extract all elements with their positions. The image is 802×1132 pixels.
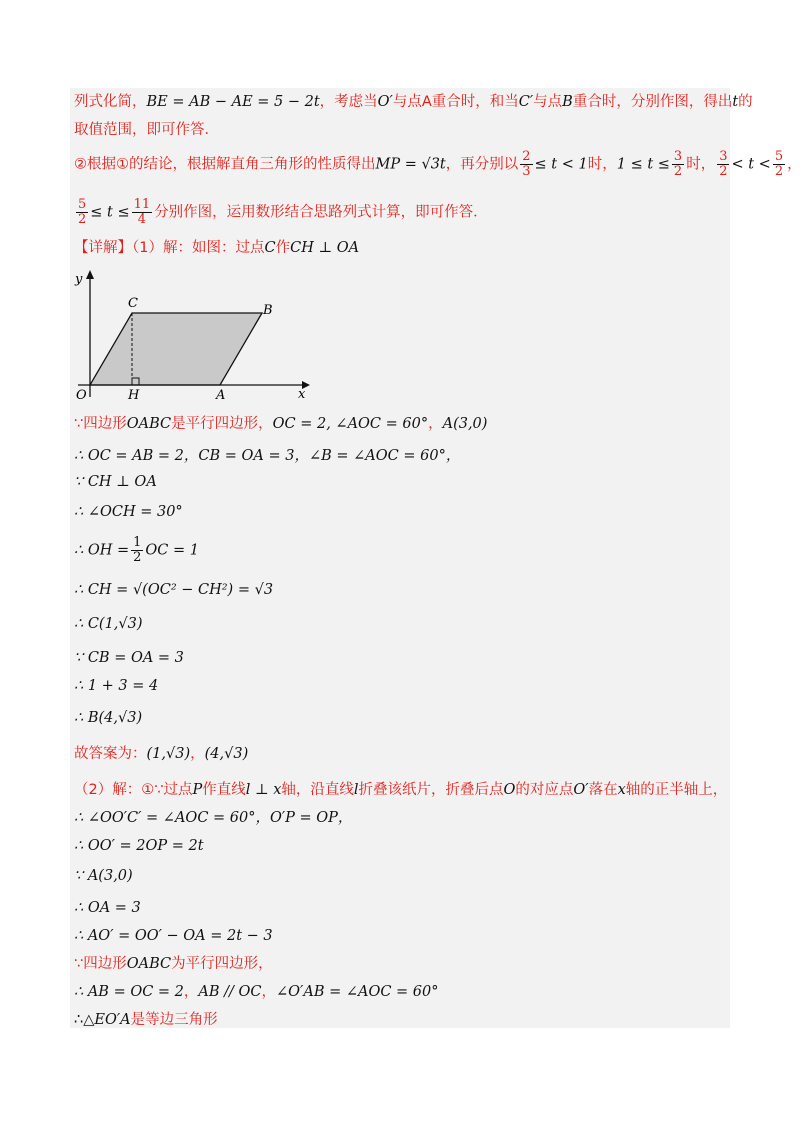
text-line-6: ∵四边形OABC是平行四边形，OC = 2, ∠AOC = 60°，A(3,0)	[74, 416, 488, 432]
text-line-16: 故答案为：(1,√3)，(4,√3)	[74, 746, 249, 762]
parallelogram-figure	[70, 265, 310, 405]
text-line-4: $\frac{5}{2}$ ≤ t ≤ $\frac{11}{4}$ 分别作图，运用数形结合思路列式计算，即可作答．	[78, 197, 488, 227]
text-line-11: ∴ CH = √(OC² − CH²) = √3	[74, 582, 274, 598]
text-line-17: （2）解：①∵过点P作直线l ⊥ x轴，沿直线l折叠该纸片，折叠后点O的对应点O′落在x轴的正半轴上，	[74, 782, 728, 798]
label-a: A	[216, 388, 226, 403]
label-h: H	[128, 388, 140, 403]
text-line-18: ∴ ∠OO′C′ = ∠AOC = 60°，O′P = OP，	[74, 810, 353, 826]
text-line-9: ∴ ∠OCH = 30°	[74, 504, 183, 520]
label-b: B	[263, 303, 273, 318]
label-o: O	[76, 388, 87, 403]
text-line-15: ∴ B(4,√3)	[74, 710, 143, 726]
text-line-3: ②根据①的结论，根据解直角三角形的性质得出MP = √3t，再分别以 $\frac{2}{3}$ ≤ t < 1时，1 ≤ t ≤ $\frac{3}{2}$ 时， $\frac{3}{2}$ < t < $\frac{5}{2}$ ，	[74, 149, 802, 179]
text-line-24: ∴ AB = OC = 2，AB // OC，∠O′AB = ∠AOC = 60°	[74, 984, 439, 1000]
text-line-20: ∵ A(3,0)	[74, 868, 133, 884]
text-line-8: ∵ CH ⊥ OA	[74, 474, 157, 490]
text-line-25: ∴△EO′A是等边三角形	[74, 1012, 218, 1028]
text-line-7: ∴ OC = AB = 2，CB = OA = 3，∠B = ∠AOC = 60°，	[74, 448, 461, 464]
text-line-10: ∴ OH = $\frac{1}{2}$ OC = 1	[74, 535, 199, 565]
text-line-22: ∴ AO′ = OO′ − OA = 2t − 3	[74, 928, 273, 944]
text-line-2: 取值范围，即可作答．	[74, 122, 219, 138]
label-y: y	[75, 272, 83, 287]
text-line-13: ∵ CB = OA = 3	[74, 650, 184, 666]
y-axis-arrow	[86, 270, 94, 279]
text-line-12: ∴ C(1,√3)	[74, 616, 143, 632]
text-line-21: ∴ OA = 3	[74, 900, 141, 916]
parallelogram-oabc	[90, 313, 262, 385]
text-line-5: 【详解】（1）解：如图：过点C作CH ⊥ OA	[74, 240, 360, 256]
text-line-19: ∴ OO′ = 2OP = 2t	[74, 838, 204, 854]
text-line-14: ∴ 1 + 3 = 4	[74, 678, 159, 694]
label-c: C	[128, 296, 138, 311]
label-x: x	[298, 387, 306, 402]
text-line-23: ∵四边形OABC为平行四边形，	[74, 956, 273, 972]
text-line-1: 列式化简，BE = AB − AE = 5 − 2t，考虑当O′与点A重合时，和当C′与点B重合时，分别作图，得出t的	[74, 94, 753, 110]
